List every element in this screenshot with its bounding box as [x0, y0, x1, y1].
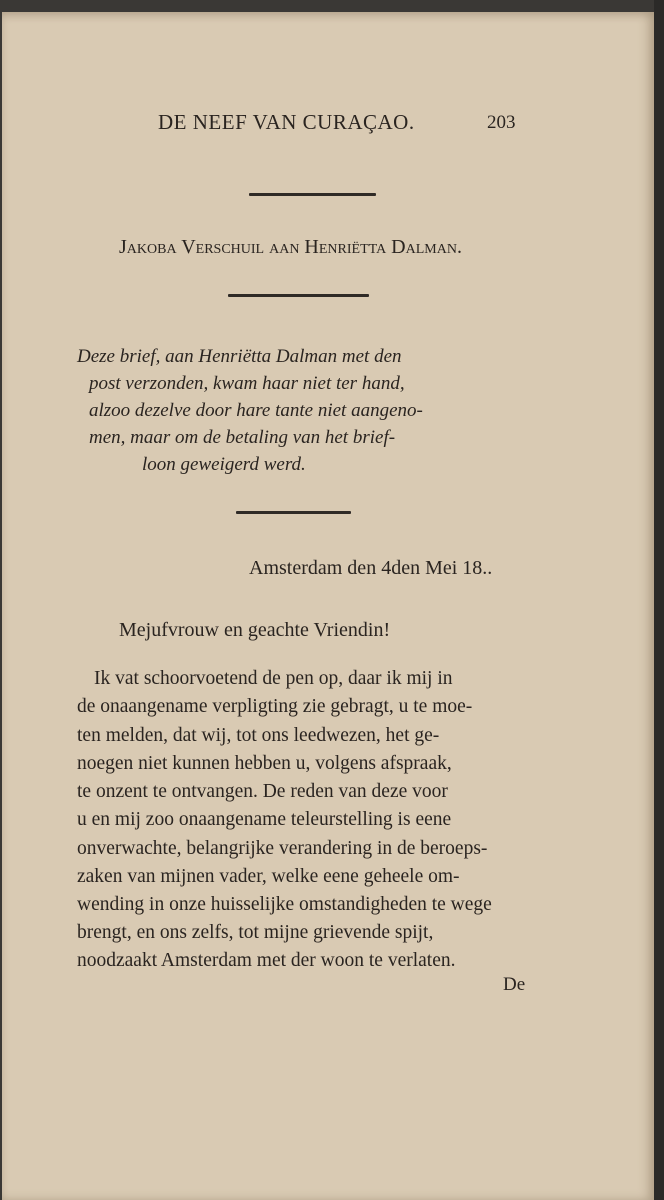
book-edge — [654, 0, 664, 1200]
ornamental-rule — [236, 511, 351, 514]
body-line: wending in onze huisselijke omstandigheden te wege — [77, 894, 492, 915]
editorial-note-line: alzoo dezelve door hare tante niet aangeno- — [89, 400, 423, 421]
editorial-note-line: Deze brief, aan Henriëtta Dalman met den — [77, 346, 402, 367]
body-line: ten melden, dat wij, tot ons leedwezen, het ge- — [77, 725, 440, 746]
body-line: noegen niet kunnen hebben u, volgens afspraak, — [77, 753, 452, 774]
ornamental-rule — [249, 193, 376, 196]
editorial-note-line: loon geweigerd werd. — [142, 454, 306, 475]
catchword: De — [503, 974, 526, 995]
paper-page — [2, 12, 654, 1200]
dateline: Amsterdam den 4den Mei 18.. — [249, 557, 493, 579]
page-number: 203 — [487, 112, 516, 133]
body-line: Ik vat schoorvoetend de pen op, daar ik mij in — [94, 668, 453, 689]
ornamental-rule — [228, 294, 369, 297]
body-line: u en mij zoo onaangename teleurstelling is eene — [77, 809, 452, 830]
body-line: noodzaakt Amsterdam met der woon te verlaten. — [77, 950, 456, 971]
body-line: onverwachte, belangrijke verandering in de beroeps- — [77, 838, 488, 859]
editorial-note-line: post verzonden, kwam haar niet ter hand, — [89, 373, 405, 394]
editorial-note-line: men, maar om de betaling van het brief- — [89, 427, 396, 448]
body-line: zaken van mijnen vader, welke eene geheele om- — [77, 866, 460, 887]
running-title: DE NEEF VAN CURAÇAO. — [158, 110, 415, 134]
body-line: de onaangename verpligting zie gebragt, u te moe- — [77, 696, 473, 717]
running-head — [2, 110, 654, 140]
body-line: te onzent te ontvangen. De reden van deze voor — [77, 781, 448, 802]
letter-heading: Jakoba Verschuil aan Henriëtta Dalman. — [119, 236, 462, 258]
body-line: brengt, en ons zelfs, tot mijne grievende spijt, — [77, 922, 434, 943]
salutation: Mejufvrouw en geachte Vriendin! — [119, 619, 391, 641]
